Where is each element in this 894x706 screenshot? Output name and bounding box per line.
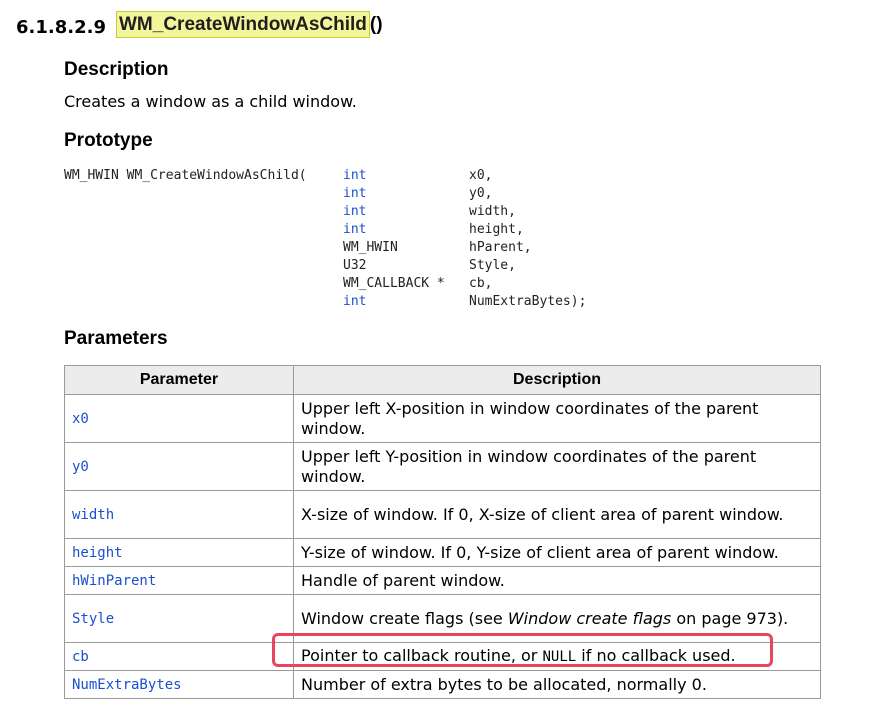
table-row: [65, 395, 821, 443]
table-row: [65, 539, 821, 567]
parameters-heading: Parameters: [64, 328, 168, 349]
column-header-parameter: Parameter: [65, 366, 294, 395]
param-link-style[interactable]: Style: [65, 595, 294, 643]
param-link-hwinparent[interactable]: hWinParent: [65, 567, 294, 595]
table-row: [65, 671, 821, 699]
param-description: Upper left X-position in window coordinates of the parent window.: [294, 395, 821, 443]
table-header-row: [65, 366, 821, 395]
param-description: Window create flags (see Window create flags on page 973).: [294, 595, 821, 643]
param-link-width[interactable]: width: [65, 491, 294, 539]
description-text: Creates a window as a child window.: [64, 92, 357, 111]
table-row: [65, 443, 821, 491]
column-header-description: Description: [294, 366, 821, 395]
param-description: Number of extra bytes to be allocated, normally 0.: [294, 671, 821, 699]
param-description: Y-size of window. If 0, Y-size of client area of parent window.: [294, 539, 821, 567]
section-number: 6.1.8.2.9: [16, 17, 106, 38]
cross-reference-link[interactable]: Window create flags: [507, 608, 672, 628]
table-row: [65, 567, 821, 595]
param-description: Pointer to callback routine, or NULL if no callback used.: [294, 643, 821, 671]
description-heading: Description: [64, 59, 169, 80]
param-description: Upper left Y-position in window coordinates of the parent window.: [294, 443, 821, 491]
param-link-x0[interactable]: x0: [65, 395, 294, 443]
param-description: Handle of parent window.: [294, 567, 821, 595]
title-highlight: WM_CreateWindowAsChild: [116, 11, 370, 38]
param-link-height[interactable]: height: [65, 539, 294, 567]
param-link-y0[interactable]: y0: [65, 443, 294, 491]
annotation-highlight-box: [272, 633, 773, 667]
section-title: [116, 14, 383, 36]
param-description: X-size of window. If 0, X-size of client area of parent window.: [294, 491, 821, 539]
null-code: NULL: [542, 649, 577, 665]
param-link-numextrabytes[interactable]: NumExtraBytes: [65, 671, 294, 699]
prototype-heading: Prototype: [64, 130, 153, 151]
table-row: [65, 491, 821, 539]
title-suffix: (): [369, 14, 383, 35]
param-link-cb[interactable]: cb: [65, 643, 294, 671]
